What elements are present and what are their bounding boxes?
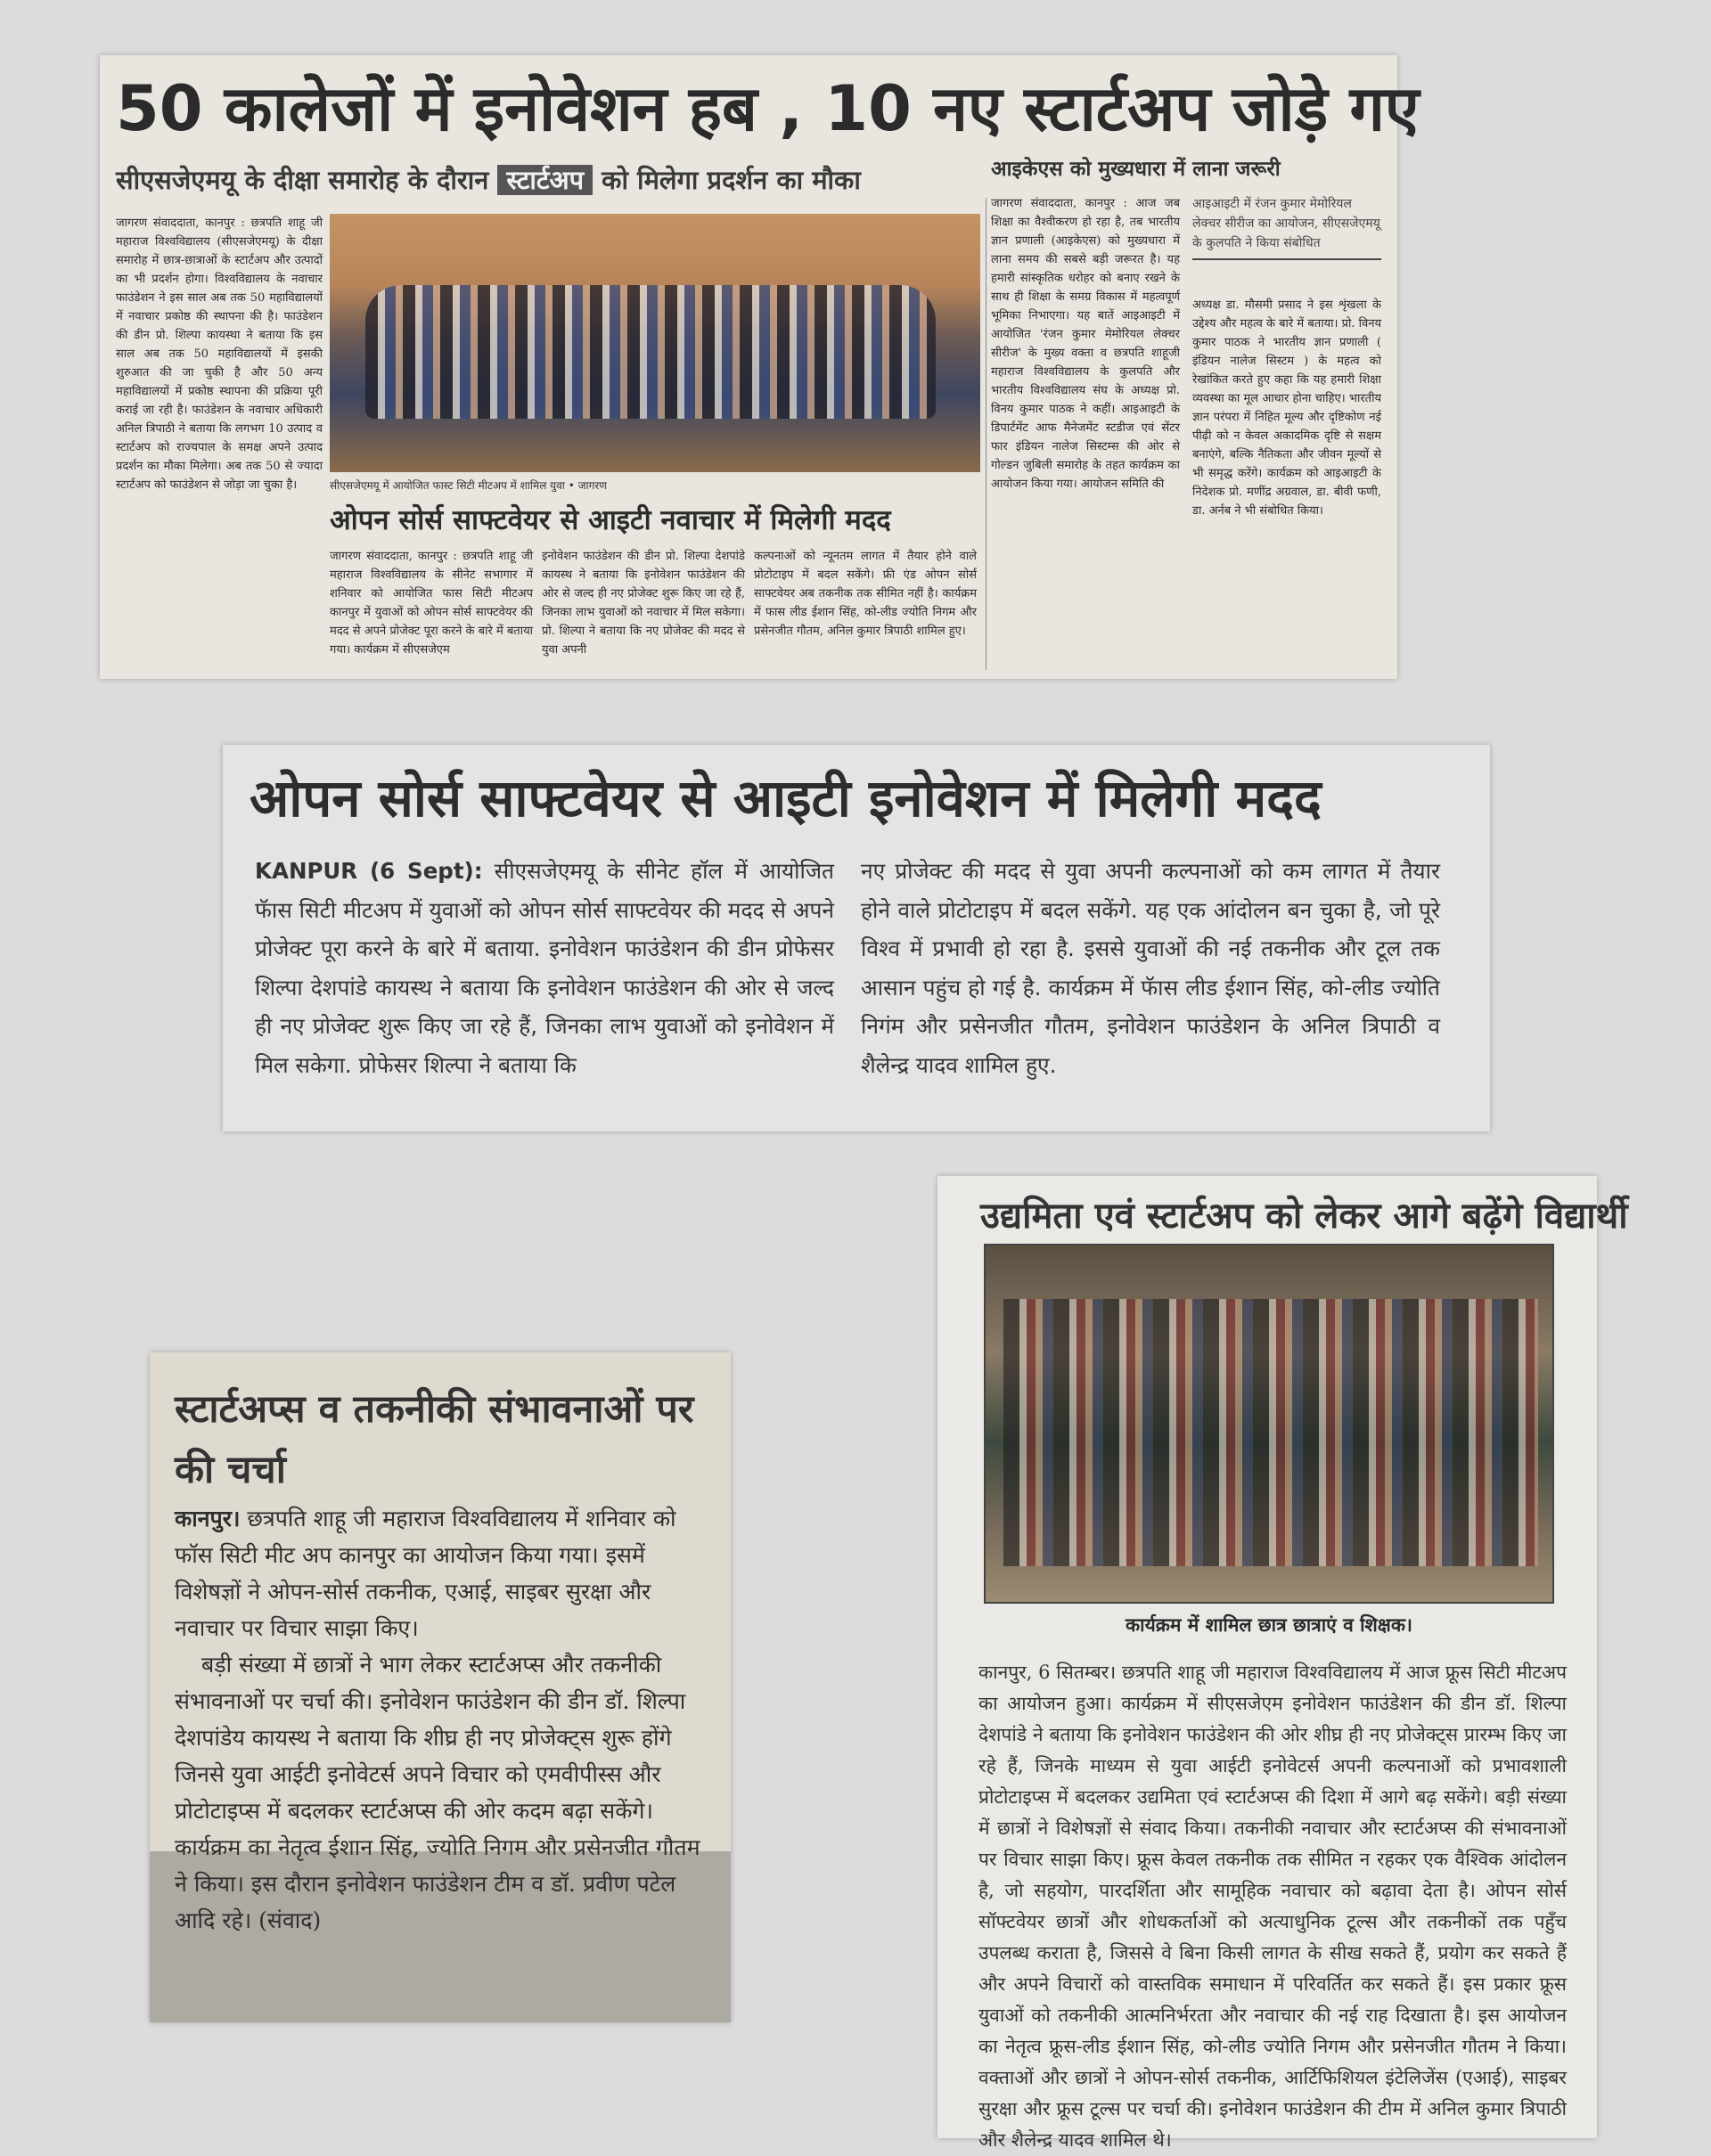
clip1-photo-crowd bbox=[365, 285, 936, 419]
clip1-sub-box: स्टार्टअप bbox=[497, 165, 593, 195]
clip4-photo-crowd bbox=[1003, 1299, 1538, 1566]
clip1-right-col-a: जागरण संवाददाता, कानपुर : आज जब शिक्षा का वैश्वीकरण हो रहा है, तब भारतीय ज्ञान प्रणाली (आइकेएस) को मुख्यधारा में लाना समय की सबसे बड़ी जरूरत है। यह हमारी सांस्कृतिक धरोहर को बनाए रखने के साथ ही शिक्षा के समग्र विकास में महत्वपूर्ण भूमिका निभाएगा। यह बातें आइआइटी में आयोजित 'रंजन कुमार मेमोरियल लेक्चर सीरीज' के मुख्य वक्ता व छत्रपति शाहूजी महाराज विश्वविद्यालय के कुलपति और भारतीय विश्वविद्यालय संघ के अध्यक्ष प्रो. विनय कुमार पाठक ने कहीं। आइआइटी के डिपार्टमेंट आफ मैनेजमेंट स्टडीज एवं सेंटर फार इंडियन नालेज सिस्टम्स की ओर से गोल्डन जुबिली समारोह के तहत कार्यक्रम का आयोजन किया गया। आयोजन समिति की bbox=[991, 197, 1180, 491]
clip4-body: कानपुर, 6 सितम्बर। छत्रपति शाहू जी महाराज विश्वविद्यालय में आज फ्रूस सिटी मीटअप का आयोजन हुआ। कार्यक्रम में सीएसजेएम इनोवेशन फाउंडेशन की डीन डॉ. शिल्पा देशपांडे ने बताया कि इनोवेशन फाउंडेशन की ओर शीघ्र ही नए प्रोजेक्ट्स प्रारम्भ किए जा रहे हैं, जिनके माध्यम से युवा आईटी इनोवेटर्स अपनी कल्पनाओं को प्रभावशाली प्रोटोटाइप्स में बदलकर उद्यमिता एवं स्टार्टअप्स की दिशा में आगे बढ़ सकेंगे। बड़ी संख्या में छात्रों ने विशेषज्ञों से संवाद किया। तकनीकी नवाचार और स्टार्टअप्स की संभावनाओं पर विचार साझा किए। फ्रूस केवल तकनीक तक सीमित न रहकर एक वैश्विक आंदोलन है, जो सहयोग, पारदर्शिता और सामूहिक नवाचार को बढ़ावा देता है। ओपन सोर्स सॉफ्टवेयर छात्रों और शोधकर्ताओं को अत्याधुनिक टूल्स और तकनीकों तक पहुँच उपलब्ध कराता है, जिससे वे बिना किसी लागत के सीख सकते हैं, प्रयोग कर सकते हैं और अपने विचारों को वास्तविक समाधान में परिवर्तित कर सकते हैं। इस प्रकार फ्रूस युवाओं को तकनीकी आत्मनिर्भरता और नवाचार की नई राह दिखाता है। इस आयोजन का नेतृत्व फ्रूस-लीड ईशान सिंह, को-लीड ज्योति निगम और प्रसेनजीत गौतम ने किया। वक्ताओं और छात्रों ने ओपन-सोर्स तकनीक, आर्टिफिशियल इंटेलिजेंस (एआई), साइबर सुरक्षा और फ्रूस टूल्स पर चर्चा की। इनोवेशन फाउंडेशन की टीम में अनिल कुमार त्रिपाठी और शैलेन्द्र यादव शामिल थे। bbox=[978, 1662, 1567, 2151]
clip2-dateline: KANPUR (6 Sept): bbox=[255, 858, 483, 884]
clip1-group-photo bbox=[330, 214, 980, 472]
clip3-para1 bbox=[175, 1500, 711, 1646]
clip3-body bbox=[175, 1500, 711, 1939]
clip4-group-photo bbox=[984, 1244, 1554, 1604]
clipping-startups-discussion bbox=[150, 1352, 731, 2022]
clip1-sub-after: को मिलेगा प्रदर्शन का मौका bbox=[593, 165, 861, 195]
clip1-right-pullquote: आइआइटी में रंजन कुमार मेमोरियल लेक्चर सीरीज का आयोजन, सीएसजेएमयू के कुलपति ने किया संबोधित bbox=[1192, 194, 1381, 260]
clip2-column-a bbox=[255, 852, 834, 1084]
clip1-second-headline: ओपन सोर्स साफ्टवेयर से आइटी नवाचार में मिलेगी मदद bbox=[330, 504, 891, 536]
clip1-photo-caption: सीएसजेएमयू में आयोजित फास्ट सिटी मीटअप में शामिल युवा • जागरण bbox=[330, 479, 607, 492]
clip3-dateline: कानपुर। bbox=[175, 1506, 241, 1531]
clip1-left-column: जागरण संवाददाता, कानपुर : छत्रपति शाहू जी महाराज विश्वविद्यालय (सीएसजेएमयू) के दीक्षा समारोह में छात्र-छात्राओं के स्टार्टअप और उत्पादों का भी प्रदर्शन होगा। विश्वविद्यालय के नवाचार फाउंडेशन ने इस साल अब तक 50 महाविद्यालयों में नवाचार प्रकोष्ठ की स्थापना की है। फाउंडेशन की डीन प्रो. शिल्पा कायस्था ने बताया कि इस साल अब तक 50 महाविद्यालयों में इसकी शुरुआत की जा चुकी है और 50 अन्य महाविद्यालयों में प्रकोष्ठ स्थापना की प्रक्रिया पूरी कराई जा रही है। फाउंडेशन के नवाचार अधिकारी अनिल त्रिपाठी ने बताया कि लगभग 10 उत्पाद व स्टार्टअप को राज्यपाल के समक्ष अपने उत्पाद प्रदर्शन का मौका मिलेगा। अब तक 50 से ज्यादा स्टार्टअप को फाउंडेशन से जोड़ा जा चुका है। bbox=[116, 216, 323, 492]
clip1-second-col-a: जागरण संवाददाता, कानपुर : छत्रपति शाहू जी महाराज विश्वविद्यालय के सीनेट सभागार में शनिवार को आयोजित फास सिटी मीटअप कानपुर में युवाओं को ओपन सोर्स साफ्टवेयर की मदद से अपने प्रोजेक्ट पूरा करने के बारे में बताया गया। कार्यक्रम में सीएसजेएम bbox=[330, 550, 533, 657]
clip2-col-a-text: सीएसजेएमयू के सीनेट हॉल में आयोजित फॅास सिटी मीटअप में युवाओं को ओपन सोर्स साफ्टवेयर की मदद से अपने प्रोजेक्ट पूरा करने के बारे में बताया. इनोवेशन फाउंडेशन की डीन प्रोफेसर शिल्पा देशपांडे कायस्थ ने बताया कि इनोवेशन फाउंडेशन की ओर से जल्द ही नए प्रोजेक्ट शुरू किए जा रहे हैं, जिनका लाभ युवाओं को इनोवेशन में मिल सकेगा. प्रोफेसर शिल्पा ने बताया कि bbox=[255, 858, 834, 1078]
clip4-photo-caption: कार्यक्रम में शामिल छात्र छात्राएं व शिक्षक। bbox=[1126, 1613, 1412, 1636]
clip2-column-b: नए प्रोजेक्ट की मदद से युवा अपनी कल्पनाओं को कम लागत में तैयार होने वाले प्रोटोटाइप में बदल सकेंगे. यह एक आंदोलन बन चुका है, जो पूरे विश्व में प्रभावी हो रहा है. इससे युवाओं की नई तकनीक और टूल तक आसान पहुंच हो गई है. कार्यक्रम में फॅास लीड ईशान सिंह, को-लीड ज्योति निगंम और प्रसेनजीत गौतम, इनोवेशन फाउंडेशन के अनिल त्रिपाठी व शैलेन्द्र यादव शामिल हुए. bbox=[861, 858, 1440, 1078]
clip1-second-col-b: इनोवेशन फाउंडेशन की डीन प्रो. शिल्पा देशपांडे कायस्थ ने बताया कि इनोवेशन फाउंडेशन की ओर से जल्द ही नए प्रोजेक्ट शुरू किए जा रहे हैं, जिनका लाभ युवाओं को नवाचार में मिल सकेगा। प्रो. शिल्पा ने बताया कि नए प्रोजेक्ट की मदद से युवा अपनी bbox=[542, 550, 745, 657]
clipping-open-source-article bbox=[223, 745, 1490, 1131]
clip1-second-col-c: कल्पनाओं को न्यूनतम लागत में तैयार होने वाले प्रोटोटाइप में बदल सकेंगे। फ्री एंड ओपन सोर्स साफ्टवेयर अब तकनीक तक सीमित नहीं है। कार्यक्रम में फास लीड ईशान सिंह, को-लीड ज्योति निगम और प्रसेनजीत गौतम, अनिल कुमार त्रिपाठी शामिल हुए। bbox=[754, 550, 977, 638]
clip1-right-col-b: अध्यक्ष डा. मौसमी प्रसाद ने इस शृंखला के उद्देश्य और महत्व के बारे में बताया। प्रो. विनय कुमार पाठक ने भारतीय ज्ञान प्रणाली ( इंडियन नालेज सिस्टम ) के महत्व को रेखांकित करते हुए कहा कि यह हमारी शिक्षा व्यवस्था का मूल आधार होना चाहिए। भारतीय ज्ञान परंपरा में निहित मूल्य और दृष्टिकोण नई पीढ़ी को न केवल अकादमिक दृष्टि से सक्षम बनाएंगे, बल्कि नैतिकता और जीवन मूल्यों से भी समृद्ध करेंगे। कार्यक्रम को आइआइटी के निदेशक प्रो. मणींद्र अग्रवाल, डा. बीवी फणी, डा. अर्नब ने भी संबोधित किया। bbox=[1192, 298, 1381, 518]
clip3-para2: बड़ी संख्या में छात्रों ने भाग लेकर स्टार्टअप्स और तकनीकी संभावनाओं पर चर्चा की। इनोवेशन फाउंडेशन की डीन डॉ. शिल्पा देशपांडेय कायस्थ ने बताया कि शीघ्र ही नए प्रोजेक्ट्स शुरू होंगे जिनसे युवा आईटी इनोवेटर्स अपने विचार को एमवीपीस्स और प्रोटोटाइप्स में बदलकर स्टार्टअप्स की ओर कदम बढ़ा सकेंगे। कार्यक्रम का नेतृत्व ईशान सिंह, ज्योति निगम और प्रसेनजीत गौतम ने किया। इस दौरान इनोवेशन फाउंडेशन टीम व डॉ. प्रवीण पटेल आदि रहे। (संवाद) bbox=[175, 1652, 700, 1933]
clip1-headline: 50 कालेजों में इनोवेशन हब , 10 नए स्टार्टअप जोड़े गए bbox=[116, 72, 1420, 145]
clip3-para1-text: छत्रपति शाहू जी महाराज विश्वविद्यालय में शनिवार को फॉस सिटी मीट अप कानपुर का आयोजन किया गया। इसमें विशेषज्ञों ने ओपन-सोर्स तकनीक, एआई, साइबर सुरक्षा और नवाचार पर विचार साझा किए। bbox=[175, 1506, 676, 1641]
clip3-headline: स्टार्टअप्स व तकनीकी संभावनाओं पर की चर्चा bbox=[175, 1387, 694, 1492]
clip1-subheadline bbox=[116, 160, 1007, 200]
clip1-right-headline: आइकेएस को मुख्यधारा में लाना जरूरी bbox=[991, 158, 1281, 181]
clip2-headline: ओपन सोर्स साफ्टवेयर से आइटी इनोवेशन में मिलेगी मदद bbox=[250, 768, 1322, 829]
clip4-headline: उद्यमिता एवं स्टार्टअप को लेकर आगे बढ़ेंगे विद्यार्थी bbox=[980, 1196, 1628, 1237]
clip1-sub-before: सीएसजेएमयू के दीक्षा समारोह के दौरान bbox=[116, 165, 498, 195]
clipping-entrepreneurship-article bbox=[937, 1176, 1628, 2151]
clipping-dainik-jagran bbox=[100, 55, 1420, 679]
